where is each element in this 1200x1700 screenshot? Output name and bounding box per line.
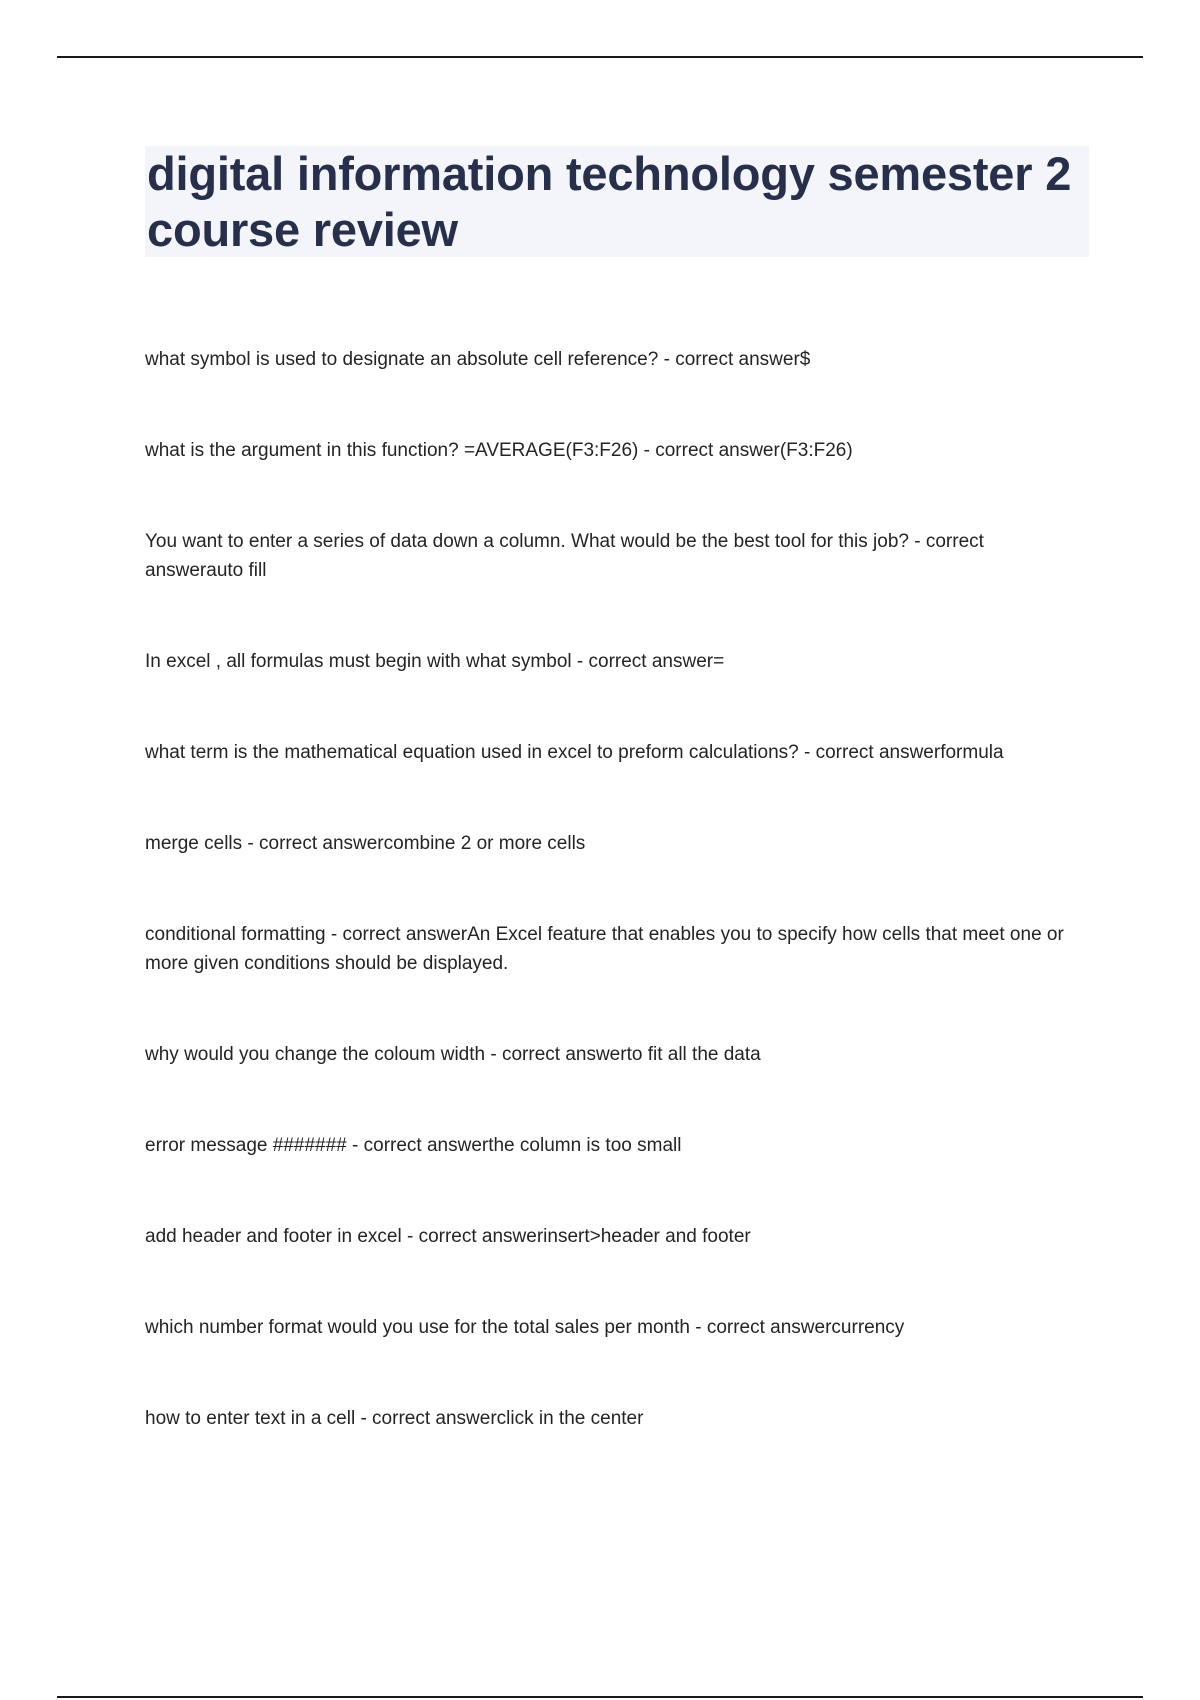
question-answer-item: In excel , all formulas must begin with what symbol - correct answer=: [145, 651, 725, 672]
question-answer-item: what is the argument in this function? =AVERAGE(F3:F26) - correct answer(F3:F26): [145, 440, 853, 461]
question-answer-item: how to enter text in a cell - correct answerclick in the center: [145, 1408, 644, 1429]
question-answer-item: conditional formatting - correct answerAn Excel feature that enables you to specify how cells that meet one or more given conditions should be displayed.: [145, 924, 1064, 974]
title-block: [145, 146, 1089, 257]
question-answer-item: what term is the mathematical equation used in excel to preform calculations? - correct answerformula: [145, 742, 1004, 763]
question-answer-item: why would you change the coloum width - correct answerto fit all the data: [145, 1044, 761, 1065]
question-answer-item: You want to enter a series of data down a column. What would be the best tool for this job? - correct answerauto fill: [145, 531, 984, 581]
question-answer-item: merge cells - correct answercombine 2 or more cells: [145, 833, 586, 854]
top-divider: [57, 56, 1143, 58]
document-title: digital information technology semester 2 course review: [147, 147, 1072, 256]
question-answer-item: which number format would you use for the total sales per month - correct answercurrency: [145, 1317, 905, 1338]
question-answer-item: what symbol is used to designate an absolute cell reference? - correct answer$: [145, 349, 811, 370]
question-answer-item: add header and footer in excel - correct answerinsert>header and footer: [145, 1226, 751, 1247]
bottom-divider: [57, 1696, 1143, 1698]
question-answer-item: error message ####### - correct answerthe column is too small: [145, 1135, 682, 1156]
